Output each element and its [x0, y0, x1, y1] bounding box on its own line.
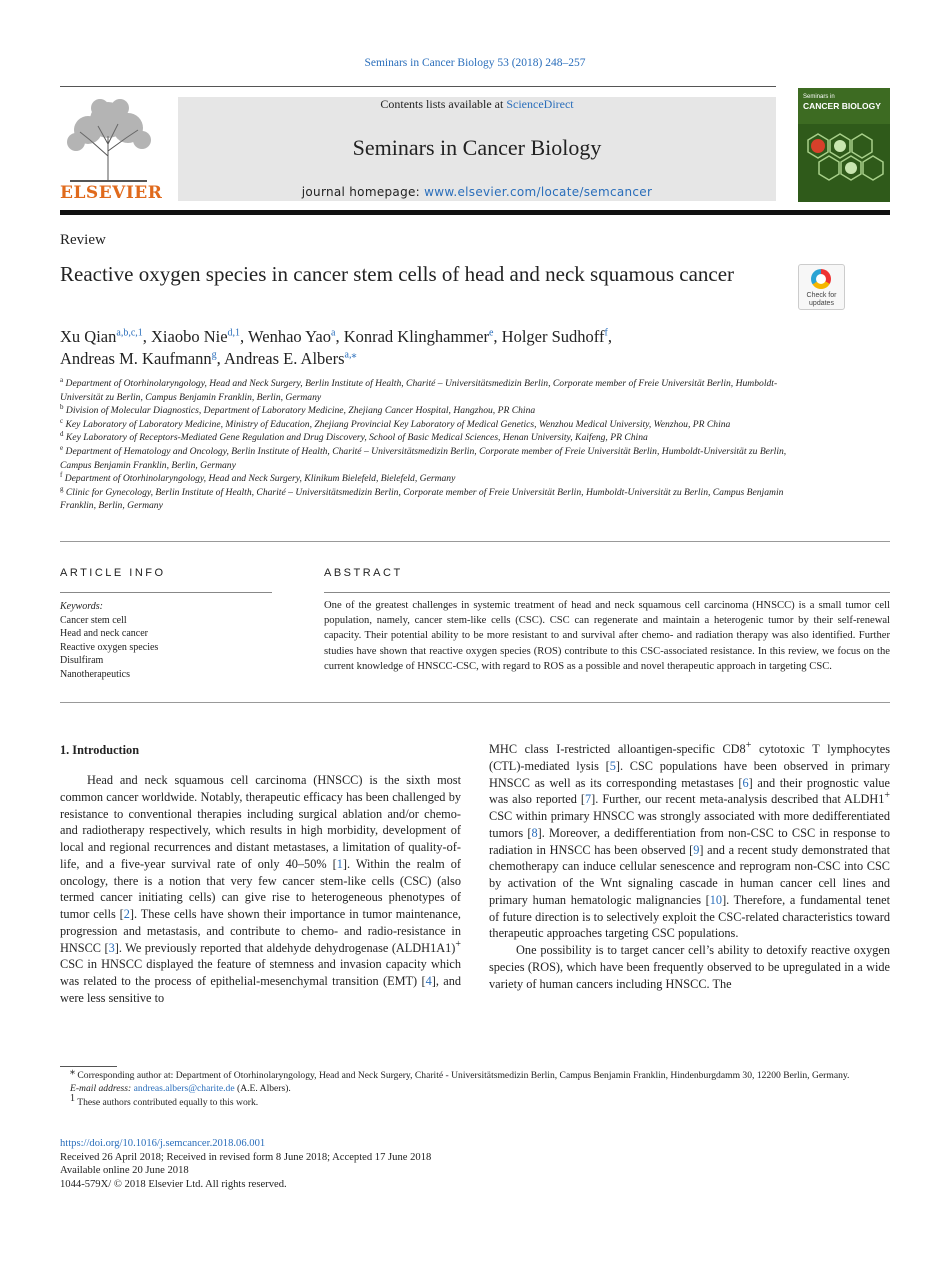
section-heading-introduction: 1. Introduction [60, 743, 140, 757]
front-matter-rule [60, 541, 890, 542]
copyright: 1044-579X/ © 2018 Elsevier Ltd. All rights reserved. [60, 1178, 287, 1190]
homepage-line: journal homepage: www.elsevier.com/locate/semcancer [301, 185, 653, 199]
author-name[interactable]: Konrad Klinghammer [343, 327, 489, 346]
abstract-heading: ABSTRACT [324, 567, 403, 579]
keywords-block [60, 600, 275, 682]
superscript: + [884, 790, 891, 802]
journal-reference[interactable]: Seminars in Cancer Biology 53 (2018) 248–257 [364, 57, 586, 69]
author-email-link[interactable]: andreas.albers@charite.de [133, 1083, 235, 1095]
journal-banner [178, 97, 776, 201]
keyword-item: Reactive oxygen species [60, 641, 159, 653]
affiliation-a: $^a$ Department of Otorhinolaryngology, Head and Neck Surgery, Berlin Institute of Health, Charité – Universitätsmedizin Berlin, Corporate member of Freie Universität Berlin, Humboldt-Universität zu Berlin, Campus Benjamin Franklin, Berlin, Germany [60, 375, 778, 403]
body-column-left [60, 772, 461, 1007]
article-title: Reactive oxygen species in cancer stem cells of head and neck squamous cancer [60, 262, 735, 286]
affiliation-d: $^d$ Key Laboratory of Receptors-Mediated Gene Regulation and Drug Discovery, School of Basic Medical Sciences, Henan University, Kaifeng, PR China [60, 430, 648, 444]
article-type: Review [60, 232, 106, 248]
keywords-label: Keywords: [60, 601, 103, 612]
citation-link[interactable]: 4 [425, 974, 432, 988]
citation-link[interactable]: 1 [336, 856, 343, 871]
citation-link[interactable]: 7 [585, 792, 592, 807]
cover-title: CANCER BIOLOGY [803, 101, 881, 111]
check-updates-label: Check for updates [806, 292, 837, 307]
keyword-item: Nanotherapeutics [60, 668, 130, 680]
citation-link[interactable]: 6 [742, 775, 749, 790]
author-affiliation-marker[interactable]: a,b,c,1 [116, 327, 143, 339]
author-list: Xu Qian$^{a,b,c,1}$, Xiaobo Nie$^{d,1}$, Wenhao Yao$^a$, Konrad Klinghammer$^e$, Holger Sudhoff$^f$, Andreas M. Kaufmann$^g$, Andreas E. Albers$^{a,⁎}$ [60, 327, 612, 368]
corresponding-author-note: ⁎ Corresponding author at: Department of Otorhinolaryngology, Head and Neck Surgery, Charité - Universitätsmedizin Berlin, Campus Benjamin Franklin, Hindenburgdamm 30, 12200 Berlin, Germany. [70, 1065, 850, 1081]
author-name[interactable]: Holger Sudhoff [501, 327, 605, 346]
superscript: + [745, 739, 752, 751]
superscript: + [455, 938, 461, 950]
banner-bottom-rule [60, 210, 890, 215]
abstract-bottom-rule [60, 702, 890, 703]
author-name[interactable]: Xiaobo Nie [151, 327, 228, 346]
email-note: E-mail address: andreas.albers@charite.de (A.E. Albers). [70, 1083, 291, 1095]
citation-link[interactable]: 2 [123, 907, 130, 921]
abstract-rule [324, 592, 890, 593]
article-info-rule [60, 592, 272, 593]
journal-name: Seminars in Cancer Biology [352, 135, 602, 160]
author-affiliation-marker[interactable]: d,1 [227, 327, 241, 339]
affiliations [60, 377, 790, 513]
affiliation-e: $^e$ Department of Hematology and Oncology, Berlin Institute of Health, Charité – Universitätsmedizin Berlin, Corporate member of Freie Universität Berlin, Humboldt-Universität zu Berlin, Campus Benjamin Franklin, Berlin, Germany [60, 443, 787, 471]
elsevier-wordmark: ELSEVIER [60, 183, 163, 203]
cover-subtitle: Seminars in [803, 94, 835, 100]
article-info-heading: ARTICLE INFO [60, 567, 166, 579]
affiliation-b: $^b$ Division of Molecular Diagnostics, Department of Laboratory Medicine, Zhejiang Cancer Hospital, Hangzhou, PR China [60, 403, 536, 417]
citation-link[interactable]: 8 [531, 825, 538, 840]
paragraph: One possibility is to target cancer cell’s ability to detoxify reactive oxygen species (ROS), which have been frequently observed to be upregulated in a wide variety of human cancers including HNSCC. The [489, 943, 890, 991]
footnotes [60, 1065, 890, 1109]
author-affiliation-marker[interactable]: a [331, 327, 336, 339]
paragraph: MHC class I-restricted alloantigen-specific CD8+ cytotoxic T lymphocytes (CTL)-mediated lysis [5]. CSC populations have been observed in primary HNSCC as well as its corresponding metastases [6] and their prognostic value was also reported [7]. Further, our recent meta-analysis described that ALDH1+ CSC within primary HNSCC was strongly associated with more dedifferentiated tumors [8]. Moreover, a dedifferentiation from non-CSC to CSC in response to radiation in HNSCC has been observed [9] and a recent study demonstrated that chemotherapy can induce cellular senescence and reprogram non-CSC into CSC by activation of the Wnt signaling cascade in human cancer cell lines and primary human hematologic malignancies [10]. Therefore, a fundamental tenet of future direction is to selectively exploit the CSC-related characteristics toward therapeutic approaches targeting CSC populations. [489, 739, 891, 941]
author-affiliation-marker[interactable]: a,⁎ [344, 349, 357, 361]
citation-link[interactable]: 5 [609, 758, 616, 773]
citation-link[interactable]: 9 [693, 842, 700, 857]
author-name[interactable]: Andreas M. Kaufmann [60, 349, 212, 368]
equal-contribution-note: $^1$ These authors contributed equally to this work. [70, 1092, 259, 1108]
affiliation-c: $^c$ Key Laboratory of Laboratory Medicine, Ministry of Education, Zhejiang Provincial Key Laboratory of Medical Genetics, Wenzhou Medical University, Wenzhou, PR China [60, 416, 731, 430]
keyword-item: Cancer stem cell [60, 614, 127, 626]
body-column-right [489, 741, 890, 992]
header-rule [60, 86, 776, 87]
footnote-rule [60, 1066, 117, 1067]
abstract-text: One of the greatest challenges in systemic treatment of head and neck squamous cell carcinoma (HNSCC) is a small tumor cell population, namely, cancer stem-like cells (CSC). CSC can regenerate and maintain a heterogenic tumor by their self-renewal capacity. Their potential ability to be more resistant to and survival after chemo- and radiation therapy was also identified. Further studies have shown that reactive oxygen species (ROS) contribute to this CSC-associated resistance. In this review, we focus on the current knowledge of HNSCC-CSC, with regard to ROS as a possible and novel therapeutic approach in targeting CSC. [324, 600, 890, 672]
online-date: Available online 20 June 2018 [60, 1165, 189, 1177]
author-affiliation-marker[interactable]: e [488, 327, 494, 339]
journal-cover-image[interactable] [798, 88, 890, 202]
author-name[interactable]: Wenhao Yao [248, 327, 331, 346]
doi-link[interactable]: https://doi.org/10.1016/j.semcancer.2018.06.001 [60, 1138, 266, 1149]
journal-homepage-link[interactable]: www.elsevier.com/locate/semcancer [424, 185, 653, 199]
sciencedirect-link[interactable]: ScienceDirect [506, 97, 574, 111]
history-dates: Received 26 April 2018; Received in revised form 8 June 2018; Accepted 17 June 2018 [60, 1151, 432, 1163]
affiliation-g: $^g$ Clinic for Gynecology, Berlin Institute of Health, Charité – Universitätsmedizin Berlin, Corporate member of Freie Universität Berlin, Humboldt-Universität zu Berlin, Campus Benjamin Franklin, Berlin, Germany [60, 484, 784, 512]
publication-info [60, 1137, 660, 1191]
author-affiliation-marker[interactable]: f [604, 327, 608, 339]
author-name[interactable]: Xu Qian [60, 327, 117, 346]
author-affiliation-marker[interactable]: g [211, 349, 217, 361]
keyword-item: Disulfiram [60, 655, 104, 667]
check-for-updates-button[interactable] [798, 264, 845, 310]
citation-link[interactable]: 10 [709, 892, 723, 907]
paragraph: Head and neck squamous cell carcinoma (HNSCC) is the sixth most common cancer worldwide. Notably, therapeutic efficacy has been challenged by resistance to conventional therapies including surgical ablation and/or chemo- and radiotherapy respectively, which results in high morbidity, development of local and regional recurrences and distant metastases, a limitation of quality-of-life, and a five-year survival rate of only 40–50% [1]. Within the realm of oncology, there is a notion that very few cancer stem-like cells (CSC) (also termed cancer initiating cells) can give rise to heterogeneous phenotypes of tumor cells [2]. These cells have shown their importance in tumor maintenance, progression and metastasis, and contribute to chemo- and radio-resistance in HNSCC [3]. We previously reported that aldehyde dehydrogenase (ALDH1A1)+ CSC in HNSCC displayed the feature of stemness and invasion capacity which was related to the process of epithelial-mesenchymal transition (EMT) [4], and were less sensitive to [60, 773, 461, 1005]
keyword-item: Head and neck cancer [60, 628, 148, 640]
author-name[interactable]: Andreas E. Albers [224, 349, 345, 368]
citation-link[interactable]: 3 [108, 940, 115, 955]
contents-line: Contents lists available at ScienceDirect [380, 97, 574, 111]
affiliation-f: $^f$ Department of Otorhinolaryngology, Head and Neck Surgery, Klinikum Bielefeld, Bielefeld, Germany [60, 470, 456, 485]
